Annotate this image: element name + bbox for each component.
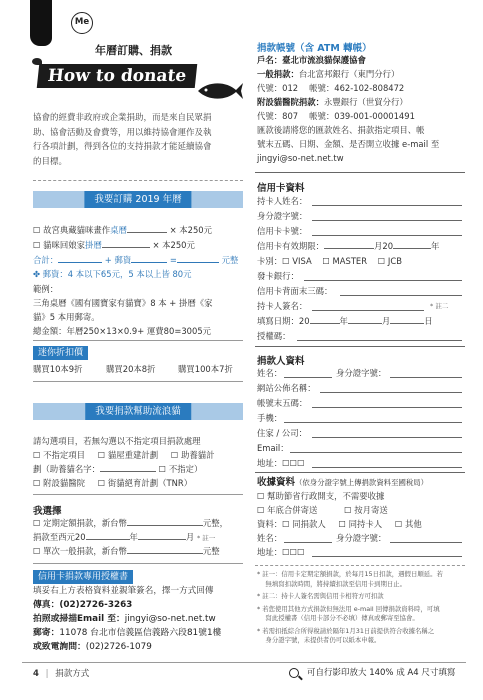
calendar-order-banner	[33, 191, 243, 208]
postage-field[interactable]	[131, 254, 167, 263]
donor-nickname-label: 網站公佈名稱：	[257, 383, 316, 393]
donate-option-row	[33, 477, 192, 489]
donor-id-field[interactable]	[390, 377, 462, 378]
receipt-id-label: 身分證字號：	[336, 533, 387, 543]
donate-instructions: 請勾選項目，若無勾選以不指定項目捐款處理	[33, 436, 201, 446]
calendar-item-label: ☐ 故宮典藏貓咪畫作	[33, 225, 111, 235]
note-line: 身分證字號，未提供者仍可以紙本申報。	[257, 636, 381, 644]
note-ref: * 註一	[196, 534, 216, 542]
donor-title: 捐款人資料	[257, 356, 305, 367]
card-signature-label: 持卡人簽名：	[257, 301, 308, 311]
intro-line: 的目標。	[33, 156, 68, 167]
discount-item: 購買100本7折	[178, 364, 233, 374]
receipt-data-row	[257, 518, 422, 530]
credit-auth-instructions: 填妥右上方表格資料並親筆簽名，擇一方式回傳	[33, 586, 214, 596]
remit-instructions: 號末五碼、日期、金額、是否開立收據 e-mail 至	[257, 139, 440, 149]
account-holder: 戶名：臺北市流浪貓保護協會	[257, 55, 366, 65]
donor-name-field[interactable]	[284, 377, 332, 378]
receipt-same-cardholder[interactable]: ☐ 同持卡人	[338, 519, 383, 529]
receipt-title-note: （依身分證字號上傳捐款資料至國稅局）	[295, 478, 429, 487]
currency-unit: 元整，	[202, 518, 229, 528]
donate-title: 我要捐款幫助流浪貓	[85, 403, 191, 420]
general-donation-row	[257, 68, 399, 80]
fill-month-field[interactable]	[348, 315, 382, 324]
receipt-same-donor[interactable]: ☐ 同捐款人	[282, 519, 326, 529]
divider	[33, 180, 243, 181]
general-donation-label: 一般捐款：	[257, 69, 299, 79]
year-label: 年	[129, 532, 138, 542]
hospital-account-code: 代號：807 帳號：039-001-00001491	[257, 111, 415, 121]
quantity-field[interactable]	[102, 239, 150, 248]
account-title: 捐款帳號（含 ATM 轉帳）	[257, 43, 372, 54]
general-bank: 台北富邦銀行（東門分行）	[298, 69, 400, 79]
cardholder-id-field[interactable]	[312, 220, 462, 221]
cardholder-id-label: 身分證字號：	[257, 211, 308, 221]
card-type-row	[257, 255, 402, 267]
divider	[33, 494, 243, 495]
calendar-item-type: 掛曆	[85, 240, 102, 250]
remit-instructions: 匯款後請將您的匯款姓名、捐款指定項目、帳	[257, 125, 425, 135]
receipt-id-field[interactable]	[390, 542, 462, 543]
single-amount-field[interactable]	[127, 545, 203, 554]
year-label: 年	[339, 316, 348, 326]
donor-email-label: Email：	[257, 443, 289, 453]
receipt-option-row	[257, 504, 388, 516]
note-line: * 註二：持卡人簽名需與信用卡相符方可扣款	[257, 592, 384, 600]
example-line: 貓》5 本用郵寄。	[33, 312, 100, 322]
calendar-total-row	[33, 254, 238, 266]
currency-unit: 元整	[221, 255, 239, 265]
fax-label: 傳真：	[33, 600, 60, 610]
example-line: 三角桌曆《國有國寶家有貓寶》8 本 + 掛曆《家	[33, 298, 213, 308]
intro-line: 助、協會活動及會費等，用以維持協會運作及執	[33, 127, 212, 138]
expiry-year-field[interactable]	[393, 240, 431, 249]
note-line: * 若您使用其他方式捐款但無法用 e-mail 回傳捐款資料時，可填	[257, 604, 440, 613]
intro-line: 行各項計劃，得到各位的支持捐款才能延續協會	[33, 142, 212, 152]
calendar-item-price: × 本250元	[169, 225, 213, 235]
receipt-name-field[interactable]	[284, 542, 332, 543]
donor-account-tail-field[interactable]	[312, 407, 462, 408]
calendar-item-price: × 本250元	[152, 240, 195, 250]
card-number-label: 信用卡卡號：	[257, 226, 308, 236]
note-line: * 若需扣抵綜合所得稅請於隔年1月31日前提供符合收據名稱之	[257, 626, 435, 635]
donate-option-row	[33, 449, 214, 461]
email-address[interactable]: jingyi@so-net.net.tw	[124, 614, 216, 624]
postage-note: ✤ 郵資：4 本以下65元，5 本以上皆 80元	[33, 269, 192, 279]
footer-separator: |	[45, 669, 49, 679]
black-cat-paw-illustration	[30, 0, 52, 46]
donor-account-tail-label: 帳號末五碼：	[257, 398, 308, 408]
equals-sign: =	[169, 255, 177, 265]
divider	[33, 563, 243, 564]
fixed-donation-row[interactable]	[33, 517, 228, 529]
mail-address: 11078 台北市信義區信義路六段81號1樓	[59, 628, 222, 638]
fill-date-row	[257, 315, 433, 327]
receipt-option-monthly[interactable]: ☐ 按月寄送	[344, 505, 388, 515]
fish-icon	[196, 78, 244, 104]
year-label: 年	[431, 241, 440, 251]
issuing-bank-label: 發卡銀行：	[257, 271, 299, 281]
discount-item: 購買20本8折	[106, 364, 156, 374]
until-year-prefix: 捐款至西元20	[33, 532, 86, 542]
calendar-item-wall[interactable]	[33, 239, 195, 251]
receipt-option-yearly[interactable]: ☐ 年底合併寄送	[257, 505, 318, 515]
footer-page-info	[33, 668, 89, 680]
option-tnr[interactable]: ☐ 街貓絕育計劃（TNR）	[97, 478, 193, 488]
page-number: 4	[33, 669, 39, 679]
auth-code-field[interactable]	[297, 340, 462, 341]
divider	[255, 472, 465, 473]
divider	[33, 340, 243, 341]
cardholder-name-label: 持卡人姓名：	[257, 196, 308, 206]
until-year-field[interactable]	[86, 531, 130, 540]
donate-banner	[33, 403, 243, 420]
receipt-name-label: 姓名：	[257, 533, 283, 543]
expiry-month-field[interactable]	[324, 240, 374, 249]
receipt-data-label: 資料：	[257, 519, 283, 529]
card-number-field[interactable]	[312, 235, 462, 236]
mail-row	[33, 627, 221, 639]
month-label: 月20	[374, 241, 394, 251]
card-cvv-field[interactable]	[340, 295, 462, 296]
sponsor-cat-name-field[interactable]	[100, 463, 156, 472]
card-form-title: 信用卡資料	[257, 183, 305, 194]
postage-label: + 郵資	[104, 255, 132, 265]
card-expiry-row	[257, 240, 439, 252]
calendar-item-desk[interactable]	[33, 224, 212, 236]
cardholder-name-field[interactable]	[312, 205, 462, 206]
footer-section: 捐款方式	[55, 669, 90, 679]
credit-auth-tag: 信用卡捐款專用授權書	[33, 570, 133, 584]
fax-number: (02)2726-3263	[59, 600, 133, 610]
example-line: 總金額：年曆250×13×0.9+ 運費80=3005元	[33, 326, 212, 336]
header-title-en: How to donate	[37, 64, 198, 88]
month-label: 月	[381, 316, 391, 326]
general-account-code: 代號：012 帳號：462-102-808472	[257, 83, 405, 93]
receipt-title-row	[257, 476, 428, 489]
donor-nickname-field[interactable]	[320, 392, 462, 393]
total-field[interactable]	[58, 254, 102, 263]
receipt-address-field[interactable]	[312, 556, 462, 557]
card-type-visa[interactable]: 卡別：☐ VISA	[257, 256, 312, 266]
mail-label: 郵寄：	[33, 628, 60, 638]
magnifier-handle	[298, 675, 303, 680]
quantity-field[interactable]	[127, 224, 167, 233]
email-label: 拍照或掃描Email 至：	[33, 614, 125, 624]
until-month-field[interactable]	[138, 531, 186, 540]
fixed-amount-field[interactable]	[127, 517, 203, 526]
option-no-preference[interactable]: ☐ 不指定）	[158, 464, 203, 474]
sponsor-cat-name-label: 劃（助養貓名字：	[33, 464, 100, 474]
donor-mobile-field[interactable]	[284, 422, 462, 423]
discount-item: 購買10本9折	[33, 364, 83, 374]
currency-unit: 元整	[202, 546, 220, 556]
divider	[33, 381, 243, 382]
note-line: 寫此授權書（信用卡部分不必填）傳真或郵寄至協會。	[257, 614, 419, 622]
phone-number: (02)2726-1079	[85, 642, 152, 652]
donate-option-row	[33, 463, 202, 475]
card-type-jcb[interactable]: ☐ JCB	[377, 256, 402, 266]
calendar-order-title: 我要訂購 2019 年曆	[84, 191, 191, 208]
calendar-item-type: 桌曆	[110, 225, 127, 235]
fill-date-label: 填寫日期：20	[257, 316, 310, 326]
donor-email-field[interactable]	[290, 452, 462, 453]
note-line: * 註一：信用卡定期定額捐款，於每月15日扣款，遇假日順延。若	[257, 570, 443, 578]
header-title-zh: 年曆訂購、捐款	[95, 44, 172, 57]
fax-row	[33, 599, 132, 611]
receipt-option-none[interactable]: ☐ 幫助節省行政開支，不需要收據	[257, 491, 385, 501]
divider	[255, 565, 465, 566]
single-donation-row[interactable]	[33, 545, 220, 557]
divider	[255, 346, 465, 347]
option-cat-hospital[interactable]: ☐ 附設貓醫院	[33, 478, 86, 488]
me-badge: Me	[71, 12, 93, 34]
issuing-bank-field[interactable]	[304, 280, 462, 281]
remit-email[interactable]: jingyi@so-net.net.tw	[257, 153, 344, 163]
card-signature-field[interactable]	[312, 310, 424, 311]
print-hint: 可自行影印放大 140% 成 A4 尺寸填寫	[307, 668, 456, 678]
donor-address-label: 地址：☐☐☐	[257, 458, 305, 468]
example-title: 範例：	[33, 284, 59, 294]
email-row	[33, 613, 216, 625]
note-line: 無填寫扣款時間，將持續扣款至信用卡到期日止。	[257, 579, 407, 588]
phone-label: 或致電詢問：	[33, 642, 86, 652]
hospital-donation-row	[257, 96, 408, 108]
fixed-donation-label: ☐ 定期定額捐款，新台幣	[33, 518, 127, 528]
donor-name-label: 姓名：	[257, 368, 283, 378]
discount-tag: 迷你折扣價	[33, 346, 88, 360]
single-donation-label: ☐ 單次一般捐款，新台幣	[33, 546, 127, 556]
total-label: 合計：	[33, 255, 59, 265]
donor-mobile-label: 手機：	[257, 413, 283, 423]
signature-note-ref: * 註二	[430, 302, 449, 310]
option-cat-house[interactable]: ☐ 貓屋重建計劃	[97, 450, 159, 460]
receipt-other[interactable]: ☐ 其他	[394, 519, 422, 529]
sum-field[interactable]	[177, 254, 219, 263]
month-label: 月	[185, 532, 195, 542]
calendar-item-label: ☐ 貓咪回娘家	[33, 240, 86, 250]
phone-row	[33, 641, 152, 653]
donor-id-label: 身分證字號：	[336, 368, 387, 378]
receipt-address-label: 地址：☐☐☐	[257, 547, 305, 557]
hospital-bank: 永豐銀行（世貿分行）	[324, 97, 408, 107]
footer-divider	[22, 662, 466, 663]
intro-paragraph	[33, 111, 243, 169]
fixed-donation-until-row	[33, 531, 215, 544]
choose-title: 我選擇	[33, 506, 62, 517]
card-type-master[interactable]: ☐ MASTER	[322, 256, 368, 266]
option-sponsor-cat[interactable]: ☐ 助養貓計	[170, 450, 215, 460]
card-cvv-label: 信用卡背面末三碼：	[257, 286, 333, 296]
receipt-title: 收據資料	[257, 477, 296, 488]
auth-code-label: 授權碼：	[257, 331, 291, 341]
donor-phone-label: 住家 / 公司：	[257, 428, 308, 438]
card-expiry-label: 信用卡有效期限：	[257, 241, 324, 251]
donor-phone-field[interactable]	[312, 437, 462, 438]
intro-line: 協會的經費非政府或企業捐助，而是來自民眾捐	[33, 113, 212, 123]
donor-address-field[interactable]	[312, 467, 462, 468]
fill-year-field[interactable]	[310, 315, 340, 324]
hospital-donation-label: 附設貓醫院捐款：	[257, 97, 324, 107]
option-unspecified[interactable]: ☐ 不指定項目	[33, 450, 86, 460]
fill-day-field[interactable]	[390, 315, 424, 324]
day-label: 日	[424, 316, 433, 326]
notes-block	[257, 570, 465, 646]
